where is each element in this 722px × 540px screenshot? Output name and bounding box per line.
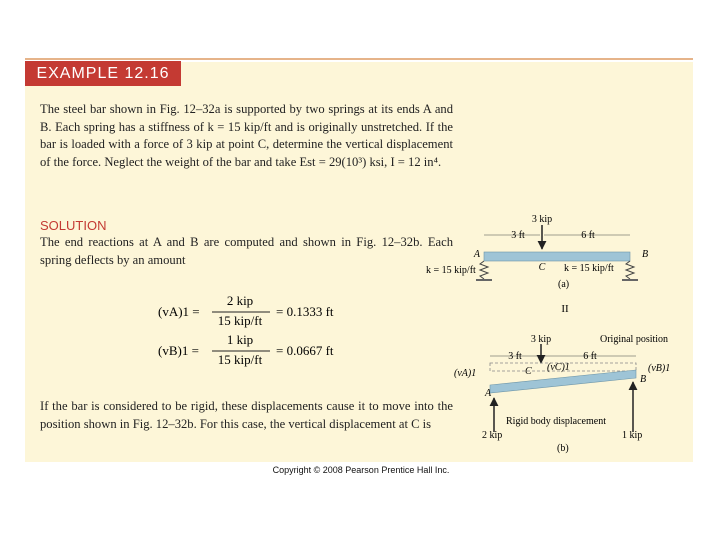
fig-a-caption: (a) [558,279,570,290]
example-banner: EXAMPLE 12.16 [25,61,181,86]
fig-a-spring-left-label: k = 15 kip/ft [426,265,476,276]
eq2-numerator: 1 kip [226,332,254,347]
fig-b-dim-right: 6 ft [583,351,597,362]
eq2-lhs: (vB)1 = [158,343,199,358]
fig-b-vb-label: (vB)1 [648,363,671,374]
fig-a-dim-right: 6 ft [581,230,595,241]
eq1-result: = 0.1333 ft [276,304,334,319]
fig-a-beam [484,252,630,261]
equals-sign: II [561,303,569,315]
figure-b [454,334,670,454]
solution-heading: SOLUTION [40,218,107,233]
eq1-numerator: 2 kip [226,293,254,308]
fig-b-displaced-beam [490,370,636,393]
fig-b-va-label: (vA)1 [454,368,477,379]
top-rule [25,58,693,60]
beam-figure [426,210,692,460]
deflection-equations [150,290,450,370]
fig-b-reaction-left: 2 kip [482,430,503,441]
fig-a-spring-left [480,261,488,279]
copyright-notice: Copyright © 2008 Pearson Prentice Hall Inc. [272,465,450,475]
fig-b-reaction-right: 1 kip [622,430,643,441]
fig-b-load-label: 3 kip [530,334,552,345]
fig-b-original-position: Original position [600,334,669,345]
problem-statement: The steel bar shown in Fig. 12–32a is supported by two springs at its ends A and B. Each spring has a stiffness of k = 15 kip/ft and is originally unstretched. If the bar is loaded with a force of 3 kip at point C, determine the vertical displacement of the force. Neglect the weight of the bar and take Est = 29(10³) ksi, I = 12 in⁴. [40,102,453,169]
fig-a-point-b: B [642,249,649,260]
fig-b-dim-left: 3 ft [508,351,522,362]
equation-vb [158,332,334,367]
fig-a-spring-right [626,261,634,279]
fig-b-vc-label: (vC)1 [547,362,570,373]
fig-b-caption: (b) [557,443,569,454]
fig-a-dim-left: 3 ft [511,230,525,241]
rigid-body-text: If the bar is considered to be rigid, these displacements cause it to move into the position shown in Fig. 12–32b. For this case, the vertical displacement at C is [40,399,453,431]
eq2-result: = 0.0667 ft [276,343,334,358]
fig-b-rigid-label: Rigid body displacement [506,416,606,427]
fig-b-point-a: A [485,388,492,399]
solution-intro: The end reactions at A and B are computed and shown in Fig. 12–32b. Each spring deflects by an amount [40,235,453,267]
fig-a-point-c: C [538,262,546,273]
eq2-denominator: 15 kip/ft [217,352,263,367]
fig-b-point-b: B [640,374,647,385]
fig-b-point-c: C [525,366,532,377]
fig-a-spring-right-label: k = 15 kip/ft [564,263,614,274]
eq1-denominator: 15 kip/ft [217,313,263,328]
fig-a-load-label: 3 kip [531,214,553,225]
fig-a-point-a: A [473,249,480,260]
equation-va [158,293,334,328]
eq1-lhs: (vA)1 = [158,304,200,319]
figure-a [426,214,648,290]
